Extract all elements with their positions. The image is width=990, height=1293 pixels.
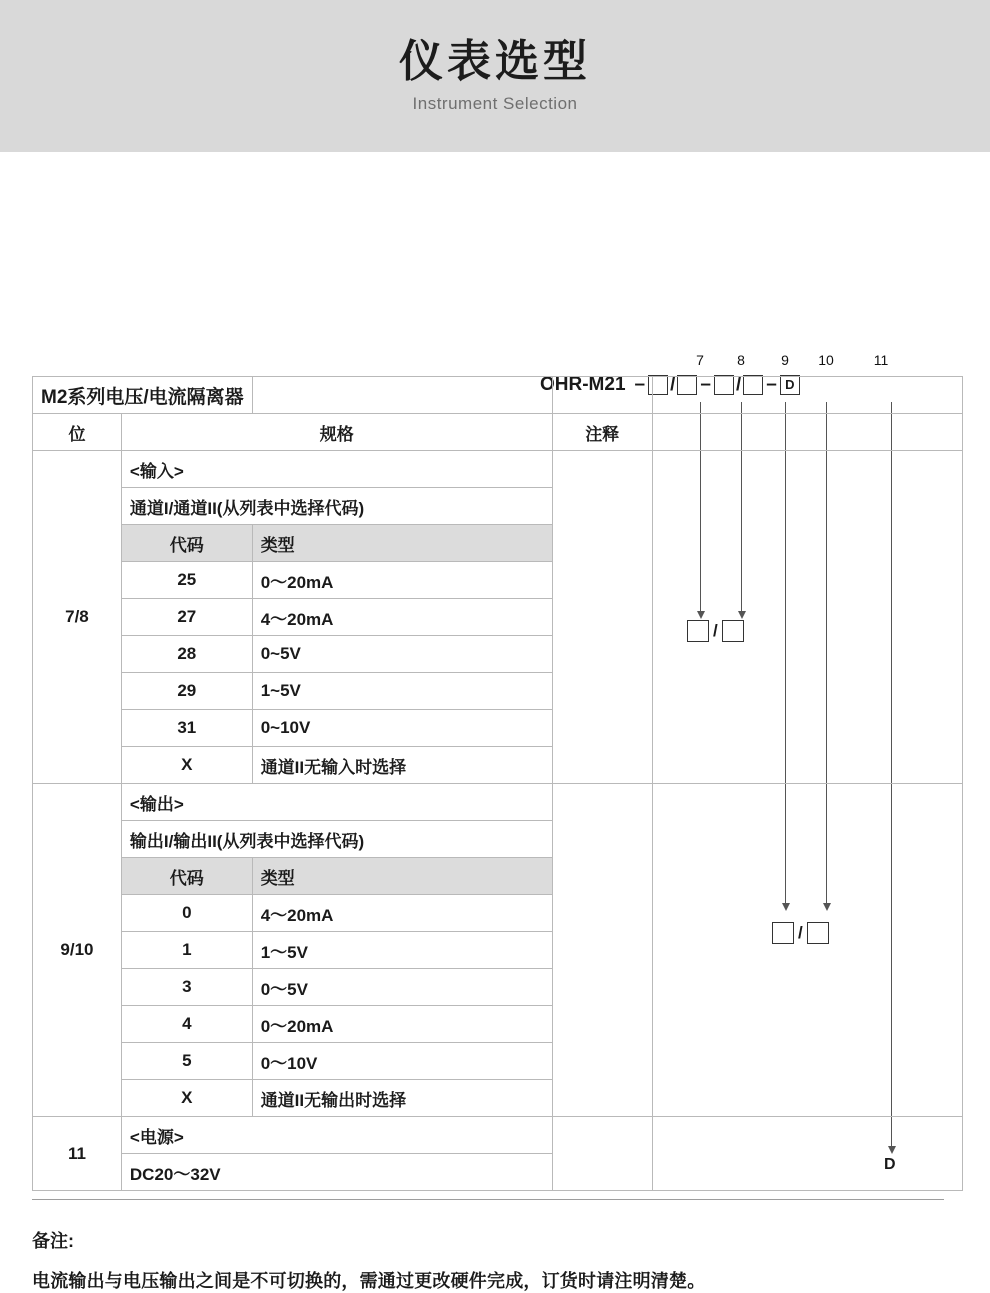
model-slash-2: / xyxy=(735,374,742,395)
model-dash-3: – xyxy=(766,374,777,395)
code-cell: 29 xyxy=(121,673,252,710)
table-row xyxy=(33,451,963,488)
code-cell: 4 xyxy=(121,1006,252,1043)
table-title-left: M2系列电压/电流隔离器 xyxy=(33,377,253,414)
page-header xyxy=(0,0,990,152)
header-note: 注释 xyxy=(552,414,652,451)
header-spec: 规格 xyxy=(121,414,552,451)
selection-table xyxy=(32,376,963,1191)
model-dash-1: – xyxy=(634,374,646,395)
col-header-code-input: 代码 xyxy=(121,525,252,562)
page-subtitle: Instrument Selection xyxy=(412,94,578,114)
type-cell: 0~10V xyxy=(252,710,552,747)
type-cell: 1~5V xyxy=(252,673,552,710)
type-cell: 0～20mA xyxy=(252,562,552,599)
code-cell: 25 xyxy=(121,562,252,599)
col-header-code-output: 代码 xyxy=(121,858,252,895)
table-header-row xyxy=(33,414,963,451)
col-header-type-input: 类型 xyxy=(252,525,552,562)
type-cell: 0～5V xyxy=(252,969,552,1006)
remarks-title: 备注: xyxy=(32,1231,74,1251)
code-cell: 0 xyxy=(121,895,252,932)
remarks-text: 电流输出与电压输出之间是不可切换的，需通过更改硬件完成，订货时请注明清楚。 xyxy=(32,1271,706,1291)
type-cell: 0～10V xyxy=(252,1043,552,1080)
code-cell: 5 xyxy=(121,1043,252,1080)
group-subtitle-output: 输出I/输出II(从列表中选择代码) xyxy=(121,821,552,858)
code-cell: X xyxy=(121,747,252,784)
input-pair-slash: / xyxy=(713,621,718,640)
note-cell-input xyxy=(552,451,652,784)
table-title-spacer xyxy=(252,377,552,414)
type-cell: 4～20mA xyxy=(252,599,552,636)
position-number-10: 10 xyxy=(818,352,834,368)
code-box-11[interactable]: D xyxy=(780,375,800,395)
group-subtitle-input: 通道I/通道II(从列表中选择代码) xyxy=(121,488,552,525)
type-cell: 1～5V xyxy=(252,932,552,969)
selection-sheet xyxy=(0,152,990,1291)
diagram-column-header xyxy=(652,414,962,451)
code-cell: 31 xyxy=(121,710,252,747)
note-cell-power xyxy=(552,1117,652,1191)
type-cell: 0~5V xyxy=(252,636,552,673)
diagram-column-title xyxy=(652,377,962,414)
table-row xyxy=(33,1117,963,1154)
position-number-9: 9 xyxy=(781,352,789,368)
type-cell: 通道II无输入时选择 xyxy=(252,747,552,784)
diagram-cell-output xyxy=(652,784,962,1117)
type-cell: 4～20mA xyxy=(252,895,552,932)
diagram-cell-power xyxy=(652,1117,962,1191)
table-title-note-spacer xyxy=(552,377,652,414)
type-cell: 0～20mA xyxy=(252,1006,552,1043)
group-section-power: <电源> xyxy=(121,1117,552,1154)
note-cell-output xyxy=(552,784,652,1117)
header-pos: 位 xyxy=(33,414,122,451)
col-header-type-output: 类型 xyxy=(252,858,552,895)
code-cell: 3 xyxy=(121,969,252,1006)
page-title: 仪表选型 xyxy=(399,36,591,86)
position-number-8: 8 xyxy=(737,352,745,368)
group-section-output: <输出> xyxy=(121,784,552,821)
diagram-cell-input xyxy=(652,451,962,784)
code-cell: 27 xyxy=(121,599,252,636)
output-pair-slash: / xyxy=(798,923,803,942)
group-pos-input: 7/8 xyxy=(33,451,122,784)
group-subtitle-power: DC20～32V xyxy=(121,1154,552,1191)
model-code-prefix: OHR-M21 xyxy=(540,374,626,395)
type-cell: 通道II无输出时选择 xyxy=(252,1080,552,1117)
remarks-block xyxy=(32,1227,705,1293)
position-number-7: 7 xyxy=(696,352,704,368)
code-cell: 1 xyxy=(121,932,252,969)
power-code-letter: D xyxy=(884,1156,896,1173)
group-section-input: <输入> xyxy=(121,451,552,488)
code-cell: X xyxy=(121,1080,252,1117)
table-title-row xyxy=(33,377,963,414)
group-pos-power: 11 xyxy=(33,1117,122,1191)
model-dash-2: – xyxy=(700,374,711,395)
table-bottom-rule xyxy=(32,1199,944,1200)
group-pos-output: 9/10 xyxy=(33,784,122,1117)
model-slash-1: / xyxy=(670,374,676,395)
code-cell: 28 xyxy=(121,636,252,673)
table-row xyxy=(33,784,963,821)
position-number-11: 11 xyxy=(873,352,889,368)
